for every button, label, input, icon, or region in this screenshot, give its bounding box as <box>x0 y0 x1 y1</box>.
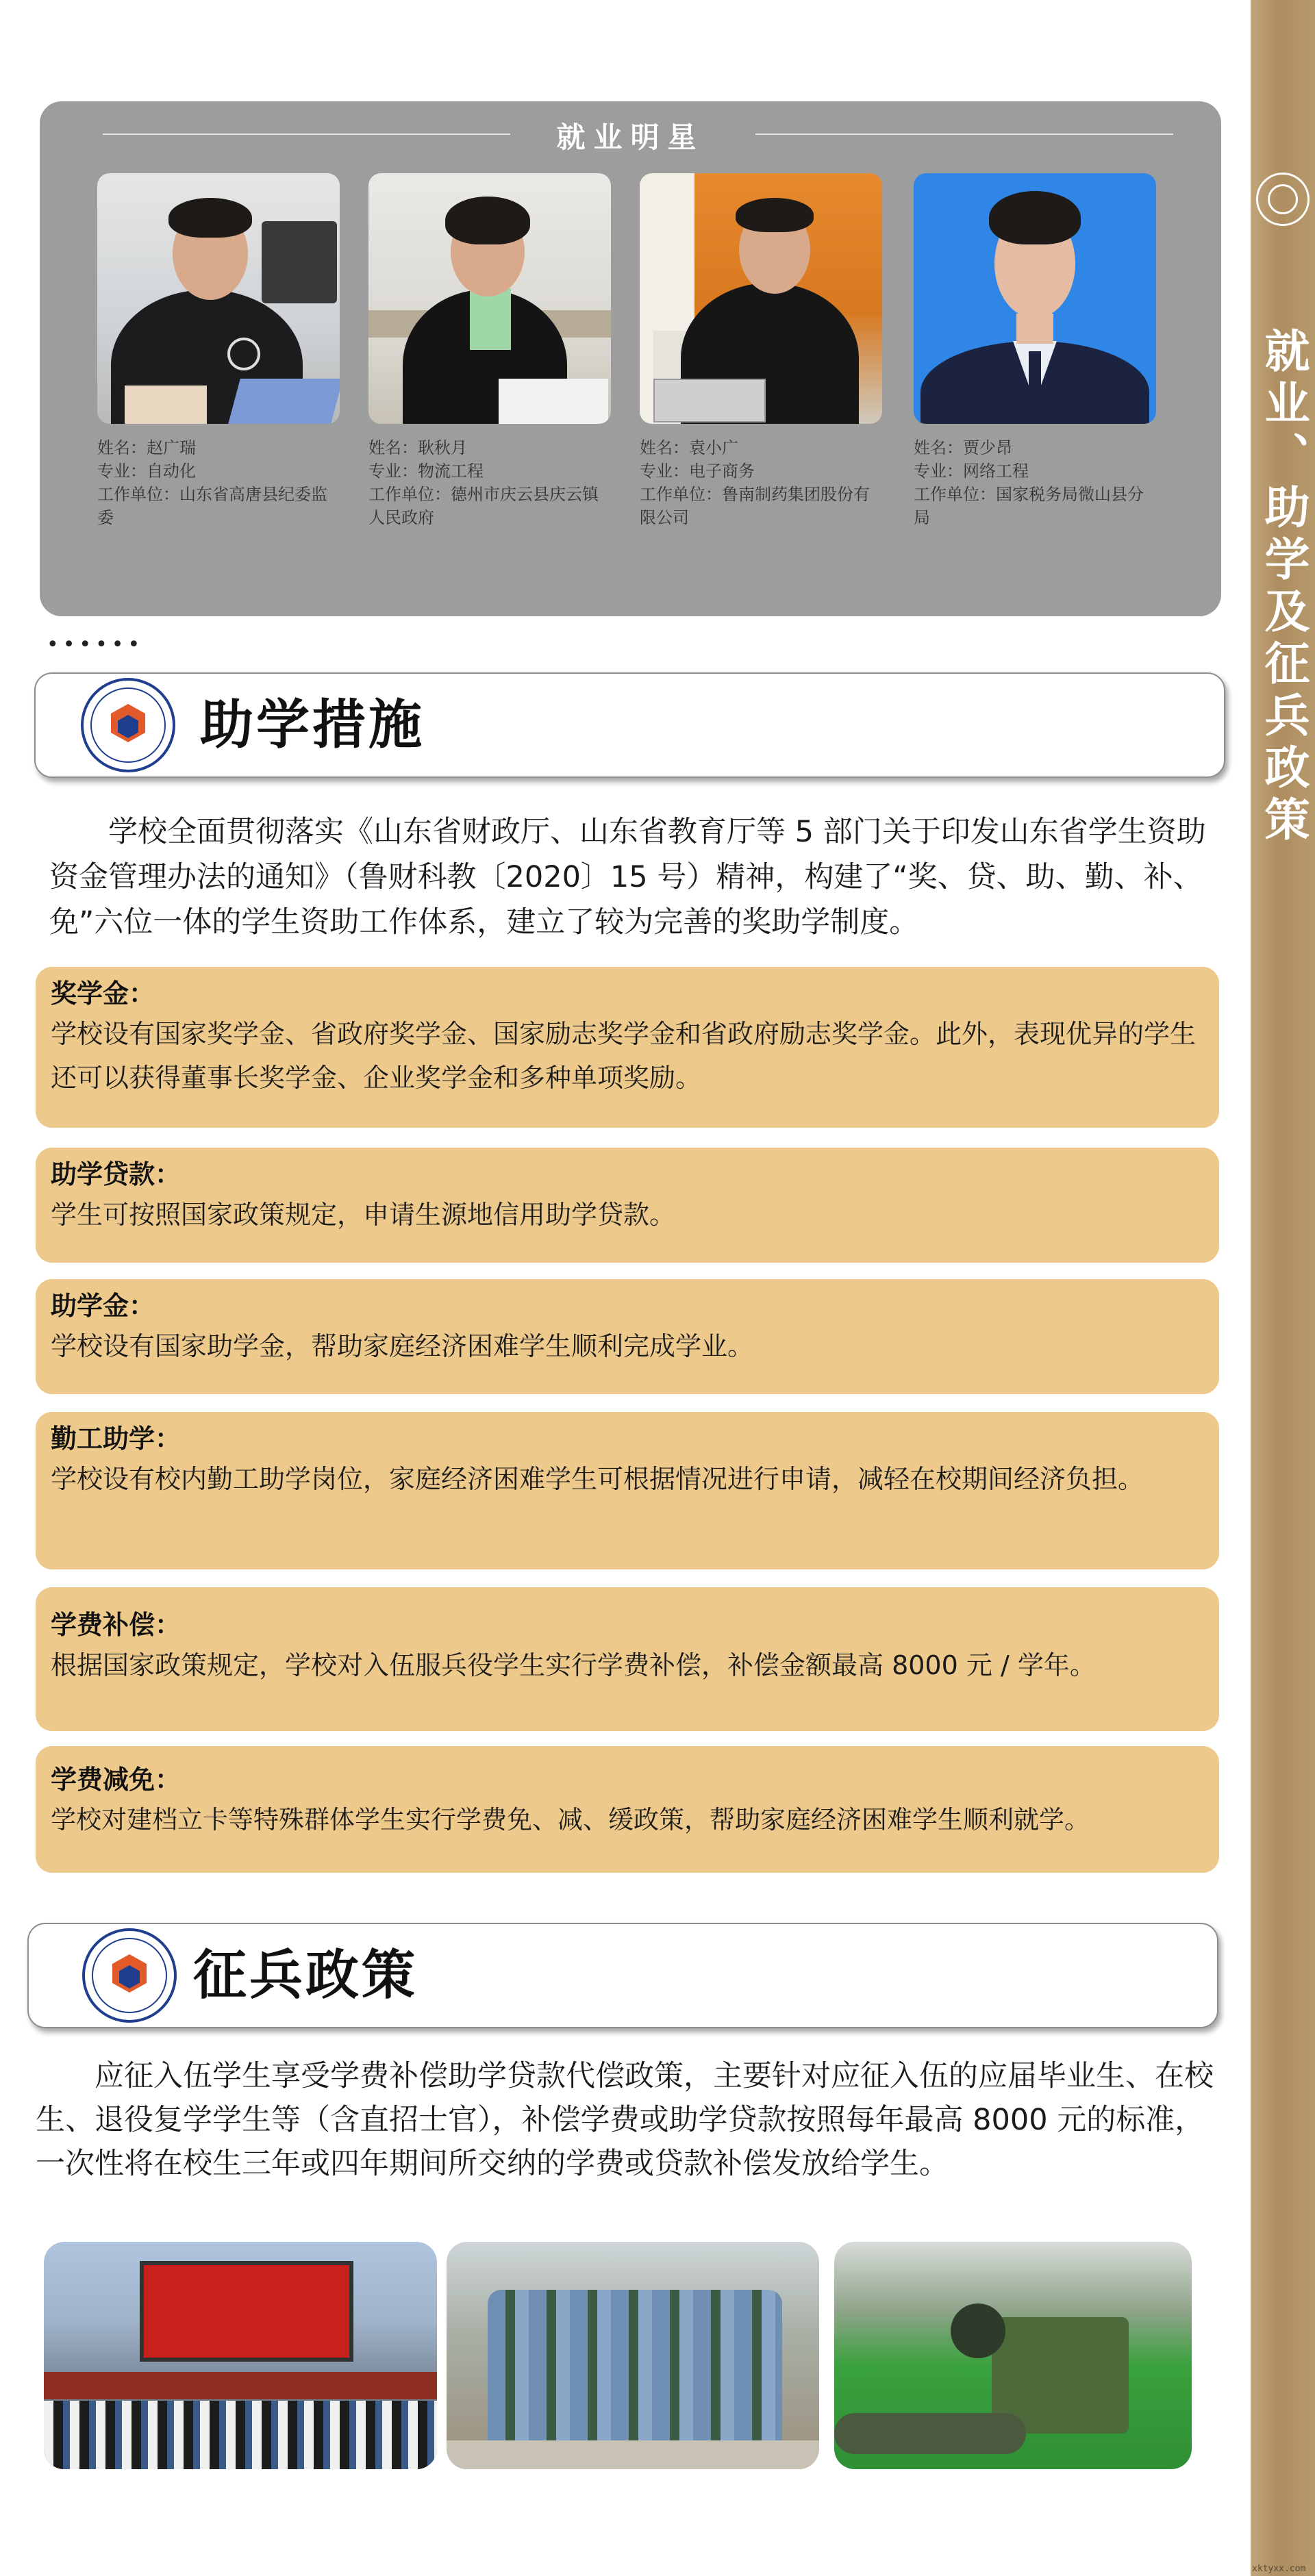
tuition-waiver-box <box>36 1746 1219 1873</box>
scholarship-box <box>36 967 1219 1128</box>
aid-section-header <box>34 672 1225 778</box>
work-study-title: 勤工助学： <box>51 1424 181 1454</box>
star-name-4: 姓名：贾少昂 <box>914 438 1012 457</box>
tuition-waiver-title: 学费减免： <box>51 1765 181 1795</box>
military-section-title: 征兵政策 <box>193 1945 418 2006</box>
school-logo-icon <box>81 678 175 772</box>
military-intro: 应征入伍学生享受学费补偿助学贷款代偿政策，主要针对应征入伍的应届毕业生、在校生、退役复学学生等（含直招士官），补偿学费或助学贷款按照每年最高 8000 元的标准，一次性将在校生三年或四年期间所交纳的学费或贷款补偿发放给学生。 <box>36 2059 1214 2181</box>
scholarship-title: 奖学金： <box>51 978 155 1009</box>
school-logo-icon <box>82 1928 177 2023</box>
student-loan-title: 助学贷款： <box>51 1159 181 1189</box>
star-card-1 <box>97 173 340 529</box>
enlistment-ceremony-photo <box>44 2242 437 2469</box>
star-work-3: 工作单位：鲁南制药集团股份有限公司 <box>640 485 870 527</box>
tuition-compensation-desc: 根据国家政策规定，学校对入伍服兵役学生实行学费补偿，补偿金额最高 8000 元 / 学年。 <box>51 1650 1096 1680</box>
military-training-photo <box>834 2242 1192 2469</box>
aid-section-title: 助学措施 <box>200 694 425 756</box>
star-name-3: 姓名：袁小广 <box>640 438 738 457</box>
star-work-1: 工作单位：山东省高唐县纪委监委 <box>97 485 327 527</box>
star-work-2: 工作单位：德州市庆云县庆云镇人民政府 <box>368 485 599 527</box>
star-photo-1 <box>97 173 340 424</box>
work-study-box <box>36 1412 1219 1569</box>
star-card-3 <box>640 173 882 529</box>
star-work-4: 工作单位：国家税务局微山县分局 <box>914 485 1144 527</box>
scholarship-desc: 学校设有国家奖学金、省政府奖学金、国家励志奖学金和省政府励志奖学金。此外，表现优异的学生还可以获得董事长奖学金、企业奖学金和多种单项奖励。 <box>51 1019 1197 1093</box>
side-title: 就业、助学及征兵政策 <box>1257 327 1310 848</box>
employment-stars-card <box>40 101 1221 616</box>
school-emblem-icon <box>1256 173 1310 226</box>
star-major-4: 专业：网络工程 <box>914 462 1029 481</box>
star-major-2: 专业：物流工程 <box>368 462 484 481</box>
student-loan-desc: 学生可按照国家政策规定，申请生源地信用助学贷款。 <box>51 1200 676 1230</box>
star-photo-2 <box>368 173 611 424</box>
dots-separator: •••••• <box>47 633 145 657</box>
watermark: xktyxx.com <box>1252 2564 1306 2574</box>
grant-desc: 学校设有国家助学金，帮助家庭经济困难学生顺利完成学业。 <box>51 1331 754 1361</box>
title-divider-right <box>755 134 1173 135</box>
star-major-1: 专业：自动化 <box>97 462 196 481</box>
tuition-compensation-title: 学费补偿： <box>51 1610 181 1640</box>
star-major-3: 专业：电子商务 <box>640 462 755 481</box>
student-loan-box <box>36 1148 1219 1263</box>
stars-title: 就业明星 <box>556 121 705 154</box>
star-card-2 <box>368 173 611 529</box>
tuition-waiver-desc: 学校对建档立卡等特殊群体学生实行学费免、减、缓政策，帮助家庭经济困难学生顺利就学。 <box>51 1805 1090 1834</box>
star-name-1: 姓名：赵广瑞 <box>97 438 196 457</box>
grant-title: 助学金： <box>51 1291 155 1321</box>
work-study-desc: 学校设有校内勤工助学岗位，家庭经济困难学生可根据情况进行申请，减轻在校期间经济负担。 <box>51 1464 1144 1494</box>
aid-intro: 学校全面贯彻落实《山东省财政厅、山东省教育厅等 5 部门关于印发山东省学生资助资金管理办法的通知》（鲁财科教〔2020〕15 号）精神，构建了“奖、贷、助、勤、补、免”六位一体的学生资助工作体系，建立了较为完善的奖助学制度。 <box>49 815 1206 939</box>
star-photo-4 <box>914 173 1156 424</box>
new-recruits-photo <box>447 2242 819 2469</box>
star-card-4 <box>914 173 1156 529</box>
military-section-header <box>27 1923 1218 2028</box>
star-name-2: 姓名：耿秋月 <box>368 438 467 457</box>
star-photo-3 <box>640 173 882 424</box>
grant-box <box>36 1279 1219 1394</box>
tuition-compensation-box <box>36 1587 1219 1731</box>
